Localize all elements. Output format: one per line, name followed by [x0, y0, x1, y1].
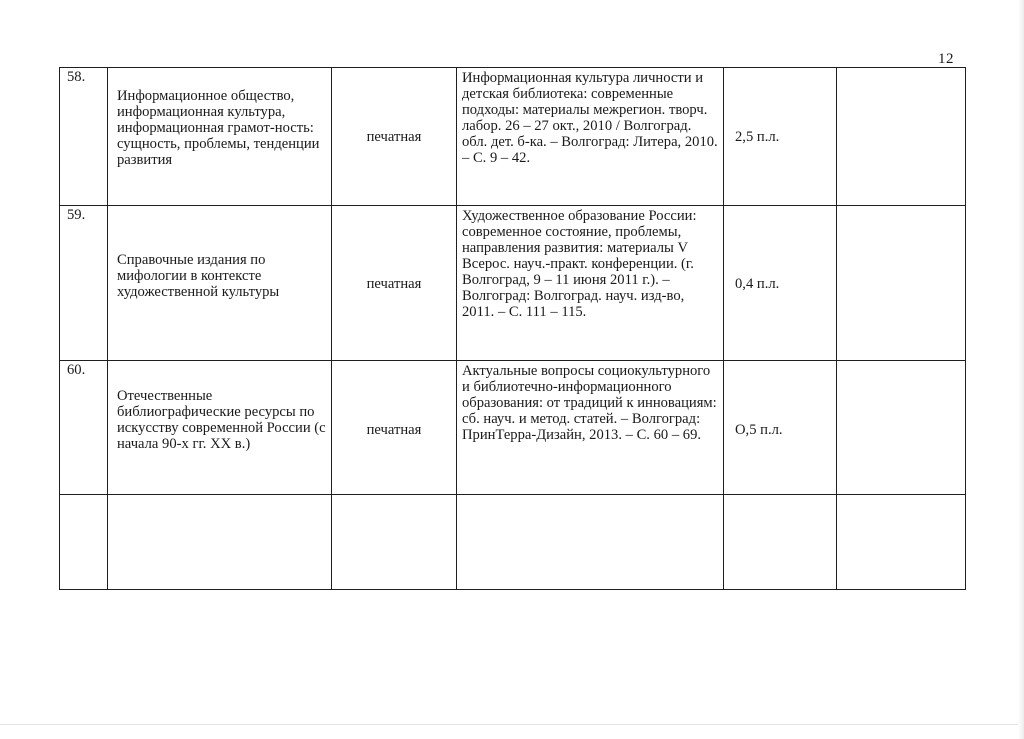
scan-artifact-line: [0, 724, 1024, 725]
publication-title: Информационное общество, информационная культура, информационная грамот-ность: сущность, проблемы, тенденции развития: [117, 88, 320, 168]
table-row: [60, 361, 966, 495]
cell-volume: [724, 495, 837, 590]
cell-source: [457, 361, 724, 495]
scan-artifact-edge: [1018, 0, 1024, 739]
cell-title: [108, 206, 332, 361]
cell-number: [60, 68, 108, 206]
cell-volume: [724, 68, 837, 206]
row-number: 60.: [67, 362, 86, 378]
cell-title: [108, 495, 332, 590]
publication-title: Справочные издания по мифологии в контексте художественной культуры: [117, 252, 280, 300]
table-row: [60, 206, 966, 361]
cell-number: [60, 495, 108, 590]
row-number: 58.: [67, 69, 86, 85]
cell-form: [332, 206, 457, 361]
publication-source: Информационная культура личности и детская библиотека: современные подходы: материалы межрегион. творч. лабор. 26 – 27 окт., 2010 / Волгоград. обл. дет. б-ка. – Волгоград: Литера, 2010. – С. 9 – 42.: [462, 70, 718, 166]
cell-form: [332, 495, 457, 590]
cell-form: [332, 361, 457, 495]
cell-form: [332, 68, 457, 206]
cell-source: [457, 68, 724, 206]
cell-source: [457, 495, 724, 590]
publication-form: печатная: [366, 129, 422, 145]
publication-volume: 0,4 п.л.: [735, 276, 780, 292]
cell-number: [60, 206, 108, 361]
publication-source: Актуальные вопросы социокультурного и библиотечно-информационного образования: от традиций к инновациям: сб. науч. и метод. статей. – Волгоград: ПринТерра-Дизайн, 2013. – С. 60 – 69.: [462, 363, 717, 443]
publication-volume: 2,5 п.л.: [735, 129, 780, 145]
row-number: 59.: [67, 207, 86, 223]
page-number: 12: [938, 51, 954, 67]
cell-volume: [724, 206, 837, 361]
cell-coauthors: [837, 206, 966, 361]
publications-table: [59, 67, 966, 590]
cell-title: [108, 361, 332, 495]
cell-source: [457, 206, 724, 361]
cell-title: [108, 68, 332, 206]
cell-coauthors: [837, 495, 966, 590]
publication-form: печатная: [366, 276, 422, 292]
table-row: [60, 68, 966, 206]
publication-title: Отечественные библиографические ресурсы по искусству современной России (с начала 90-х гг. XX в.): [117, 388, 326, 452]
cell-number: [60, 361, 108, 495]
cell-coauthors: [837, 361, 966, 495]
table-row-empty: [60, 495, 966, 590]
publication-form: печатная: [366, 422, 422, 438]
publication-source: Художественное образование России: современное состояние, проблемы, направления развития: материалы V Всерос. науч.-практ. конференции. (г. Волгоград, 9 – 11 июня 2011 г.). – Волгоград: Волгоград. науч. изд-во, 2011. – С. 111 – 115.: [462, 208, 697, 320]
cell-coauthors: [837, 68, 966, 206]
cell-volume: [724, 361, 837, 495]
publication-volume: О,5 п.л.: [735, 422, 783, 438]
